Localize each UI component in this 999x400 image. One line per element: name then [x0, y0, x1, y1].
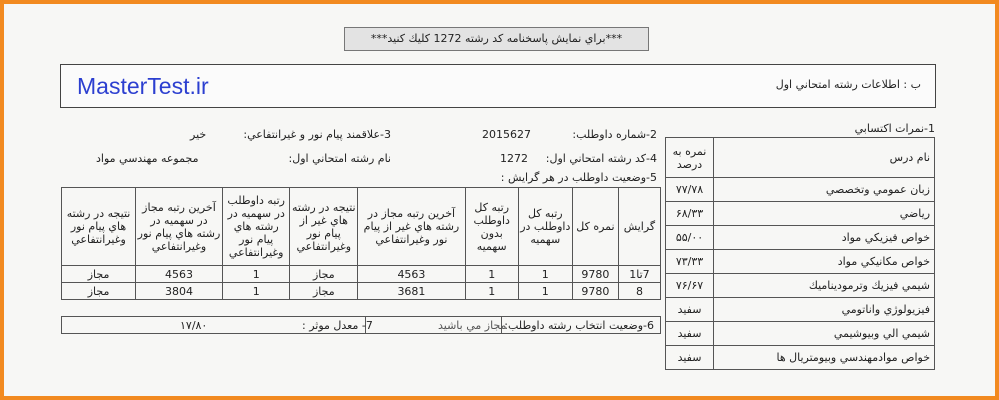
course-name: شيمي فيزيك وترموديناميك	[714, 274, 935, 298]
course-name: خواص مكانيكي مواد	[714, 250, 935, 274]
course-score: ۵۵/۰۰	[666, 226, 714, 250]
average-label: 7- معدل موثر :	[302, 319, 373, 332]
payam-noor-label: 3-علاقمند پيام نور و غيرانتفاعي:	[243, 128, 391, 141]
grades-row	[666, 178, 935, 202]
status-title: 5-وضعيت داوطلب در هر گرايش :	[500, 171, 657, 184]
selection-label: 6-وضعيت انتخاب رشته داوطلب:	[504, 319, 654, 332]
status-cell: مجاز	[62, 266, 136, 283]
average-value: ۱۷/۸۰	[180, 319, 208, 332]
course-name: زبان عمومي وتخصصي	[714, 178, 935, 202]
course-score: سفيد	[666, 346, 714, 370]
selection-value: مجاز مي باشيد	[438, 319, 507, 332]
status-cell: 3681	[358, 283, 466, 300]
course-score: ۷۷/۷۸	[666, 178, 714, 202]
status-col-header: رتبه كل داوطلب در سهميه	[518, 188, 572, 266]
status-cell: 3804	[136, 283, 223, 300]
status-cell: مجاز	[290, 283, 358, 300]
status-col-header: آخرين رتبه مجاز در رشته هاي غير از پيام نور وغيرانتفاعي	[358, 188, 466, 266]
status-col-header: نمره كل	[572, 188, 618, 266]
course-name: خواص فيزيكي مواد	[714, 226, 935, 250]
status-col-header: رتبه كل داوطلب بدون سهميه	[465, 188, 518, 266]
status-cell: مجاز	[290, 266, 358, 283]
status-col-header: گرايش	[618, 188, 660, 266]
status-cell: 7تا1	[618, 266, 660, 283]
first-code-label: 4-كد رشته امتحاني اول:	[545, 152, 657, 165]
status-header-row	[62, 188, 661, 266]
status-cell: 4563	[136, 266, 223, 283]
grades-row	[666, 274, 935, 298]
grades-col-course: نام درس	[714, 138, 935, 178]
grades-row	[666, 346, 935, 370]
status-col-header: رتبه داوطلب در سهميه در رشته هاي پيام نور وغيرانتفاعي	[222, 188, 290, 266]
selection-row	[61, 316, 661, 334]
course-name: خواص موادمهندسي وبيومتريال ها	[714, 346, 935, 370]
page	[4, 4, 995, 396]
grades-row	[666, 322, 935, 346]
status-cell: 8	[618, 283, 660, 300]
grades-row	[666, 250, 935, 274]
grades-col-score: نمره به درصد	[666, 138, 714, 178]
grades-header-row	[666, 138, 935, 178]
course-name: رياضي	[714, 202, 935, 226]
status-row	[62, 266, 661, 283]
site-logo: MasterTest.ir	[77, 73, 209, 99]
grades-table	[665, 137, 935, 370]
status-cell: 1	[465, 266, 518, 283]
first-name-label: نام رشته امتحاني اول:	[288, 152, 391, 165]
status-col-header: نتيجه در رشته هاي پيام نور وغيرانتفاعي	[62, 188, 136, 266]
first-code-value: 1272	[500, 152, 528, 165]
status-cell: 9780	[572, 283, 618, 300]
status-col-header: نتيجه در رشته هاي غير از پيام نور وغيرانتفاعي	[290, 188, 358, 266]
course-score: ۷۳/۳۳	[666, 250, 714, 274]
first-name-value: مجموعه مهندسي مواد	[96, 152, 199, 165]
status-cell: مجاز	[62, 283, 136, 300]
show-answer-sheet-banner[interactable]: ***براي نمايش پاسخنامه كد رشته 1272 كليك كنيد***	[344, 27, 649, 51]
student-no-value: 2015627	[482, 128, 531, 141]
grades-row	[666, 226, 935, 250]
status-table	[61, 187, 661, 300]
payam-noor-value: خير	[190, 128, 207, 141]
course-score: سفيد	[666, 322, 714, 346]
status-cell: 1	[222, 266, 290, 283]
section-b-title: ب : اطلاعات رشته امتحاني اول	[775, 78, 921, 91]
header-box	[60, 64, 936, 108]
grades-row	[666, 202, 935, 226]
status-cell: 4563	[358, 266, 466, 283]
status-cell: 1	[518, 266, 572, 283]
grades-title: 1-نمرات اكتسابي	[854, 122, 935, 135]
grades-row	[666, 298, 935, 322]
status-row	[62, 283, 661, 300]
status-cell: 9780	[572, 266, 618, 283]
course-score: ۷۶/۶۷	[666, 274, 714, 298]
course-score: ۶۸/۳۳	[666, 202, 714, 226]
student-no-label: 2-شماره داوطلب:	[572, 128, 657, 141]
status-col-header: آخرين رتبه مجاز در سهميه در رشته هاي پيام نور وغيرانتفاعي	[136, 188, 223, 266]
course-name: شيمي الي وبيوشيمي	[714, 322, 935, 346]
status-cell: 1	[518, 283, 572, 300]
course-score: سفيد	[666, 298, 714, 322]
status-cell: 1	[465, 283, 518, 300]
status-cell: 1	[222, 283, 290, 300]
course-name: فيزيولوژي واناتومي	[714, 298, 935, 322]
